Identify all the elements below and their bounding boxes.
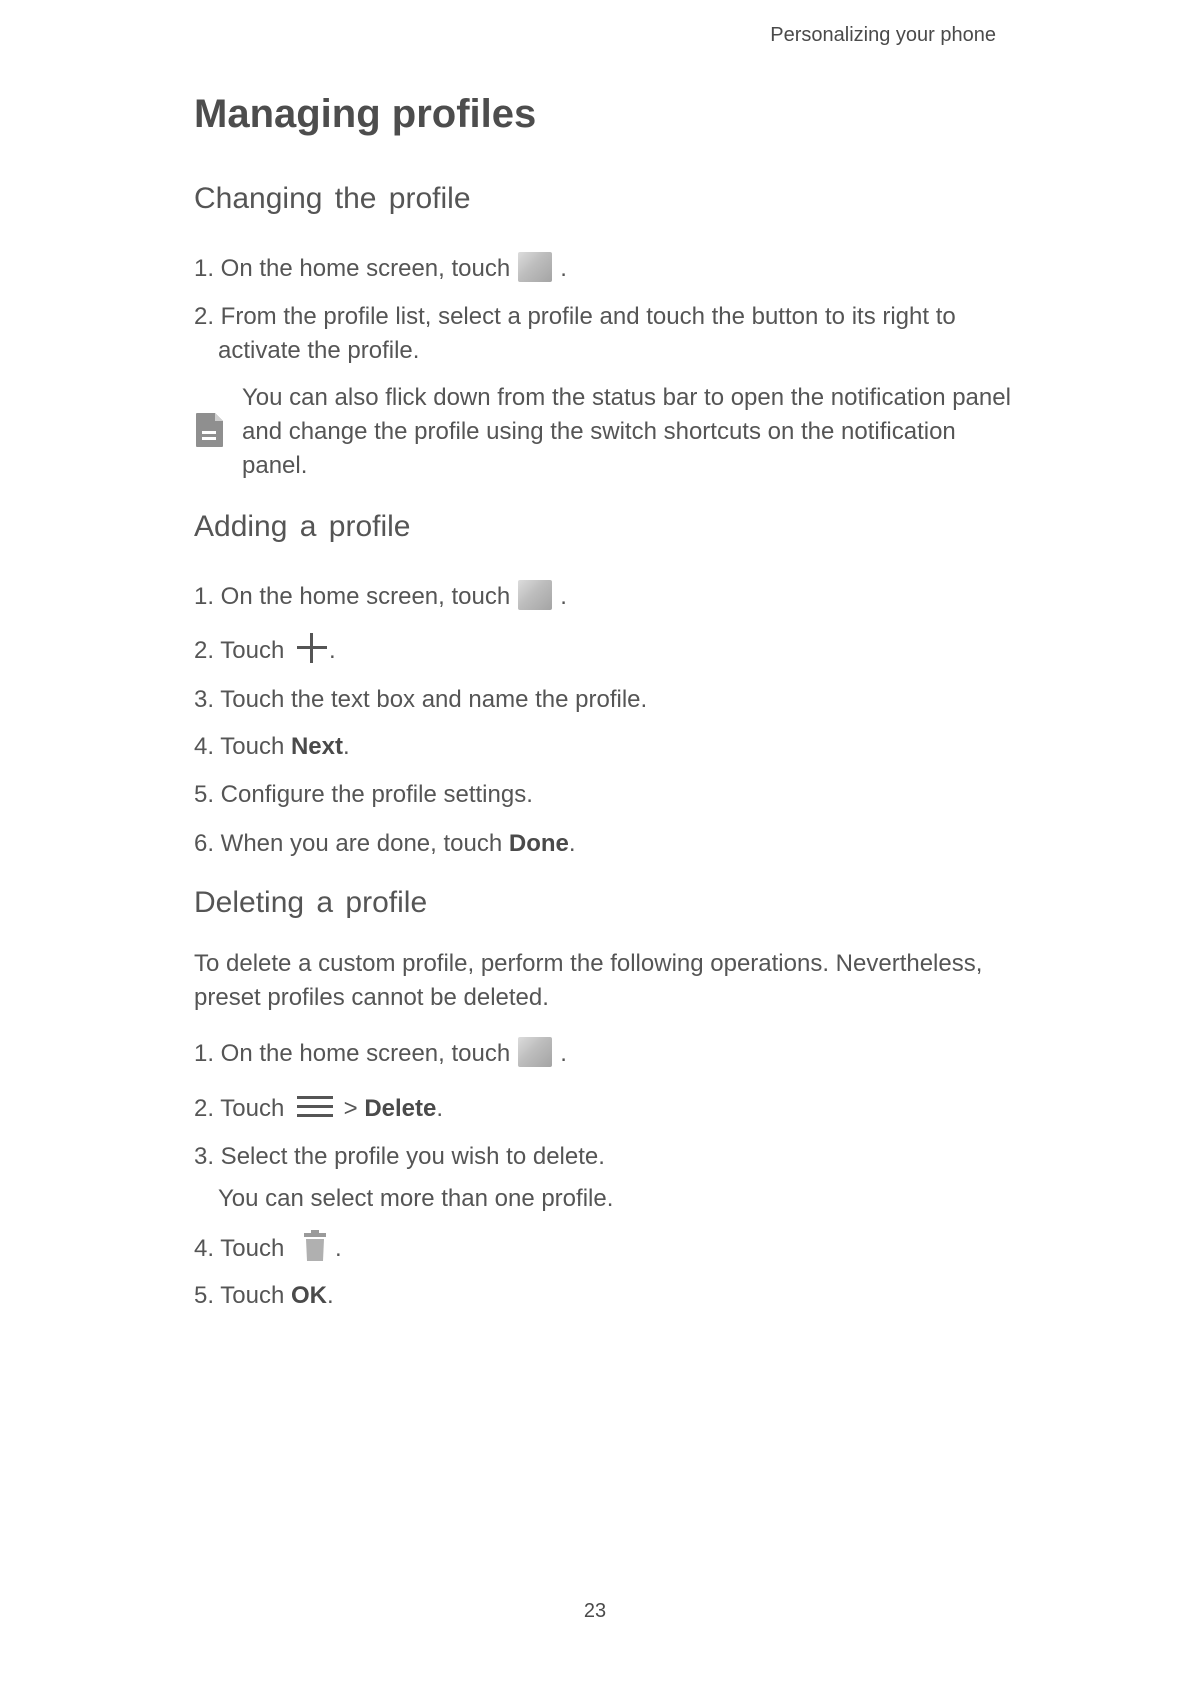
adding-step-4: 4. Touch Next. <box>194 733 350 760</box>
delete-label: Delete <box>364 1095 437 1122</box>
step-text: 1. On the home screen, touch <box>194 255 511 282</box>
step-text: 1. On the home screen, touch <box>194 583 511 610</box>
next-label: Next <box>290 733 343 760</box>
menu-icon <box>297 1094 333 1120</box>
plus-icon <box>295 631 329 665</box>
note-icon <box>194 411 226 449</box>
profiles-app-icon <box>518 1037 552 1067</box>
page-number: 23 <box>583 1600 607 1622</box>
deleting-step-2: 2. Touch > Delete. <box>194 1095 444 1122</box>
separator: > <box>343 1095 358 1122</box>
deleting-step-1: 1. On the home screen, touch . <box>194 1035 567 1072</box>
step-text: 2. Touch <box>194 637 285 664</box>
step-text: 2. Touch <box>194 1095 285 1122</box>
deleting-step-3: 3. Select the profile you wish to delete. <box>194 1143 605 1170</box>
deleting-intro-line-1: To delete a custom profile, perform the following operations. Nevertheless, <box>194 950 983 977</box>
adding-step-1: 1. On the home screen, touch . <box>194 578 567 615</box>
page-title: Managing profiles <box>194 92 537 136</box>
done-label: Done <box>508 830 569 857</box>
step-text: 4. Touch <box>194 1235 285 1262</box>
step-text: 6. When you are done, touch <box>194 830 503 857</box>
changing-step-2-line-2: activate the profile. <box>218 337 420 364</box>
deleting-step-5: 5. Touch OK. <box>194 1282 334 1309</box>
adding-step-2: 2. Touch . <box>194 632 336 669</box>
adding-step-6: 6. When you are done, touch Done. <box>194 830 576 857</box>
section-heading-changing: Changing the profile <box>194 182 471 215</box>
note-line-1: You can also flick down from the status bar to open the notification panel <box>242 384 1011 411</box>
deleting-step-4: 4. Touch . <box>194 1230 342 1267</box>
adding-step-5: 5. Configure the profile settings. <box>194 781 533 808</box>
profiles-app-icon <box>518 252 552 282</box>
note-line-2: and change the profile using the switch shortcuts on the notification <box>242 418 956 445</box>
profiles-app-icon <box>518 580 552 610</box>
adding-step-3: 3. Touch the text box and name the profile. <box>194 686 648 713</box>
note-line-3: panel. <box>242 452 308 479</box>
step-text: 5. Touch <box>194 1282 285 1309</box>
changing-step-2-line-1: 2. From the profile list, select a profile and touch the button to its right to <box>194 303 956 330</box>
section-heading-adding: Adding a profile <box>194 510 411 543</box>
step-text: 1. On the home screen, touch <box>194 1040 511 1067</box>
trash-icon <box>303 1230 327 1262</box>
running-head: Personalizing your phone <box>770 24 996 46</box>
step-text: 4. Touch <box>194 733 285 760</box>
deleting-step-3-sub: You can select more than one profile. <box>218 1185 614 1212</box>
changing-step-1: 1. On the home screen, touch . <box>194 250 567 287</box>
section-heading-deleting: Deleting a profile <box>194 886 428 919</box>
ok-label: OK <box>290 1282 327 1309</box>
deleting-intro-line-2: preset profiles cannot be deleted. <box>194 984 549 1011</box>
